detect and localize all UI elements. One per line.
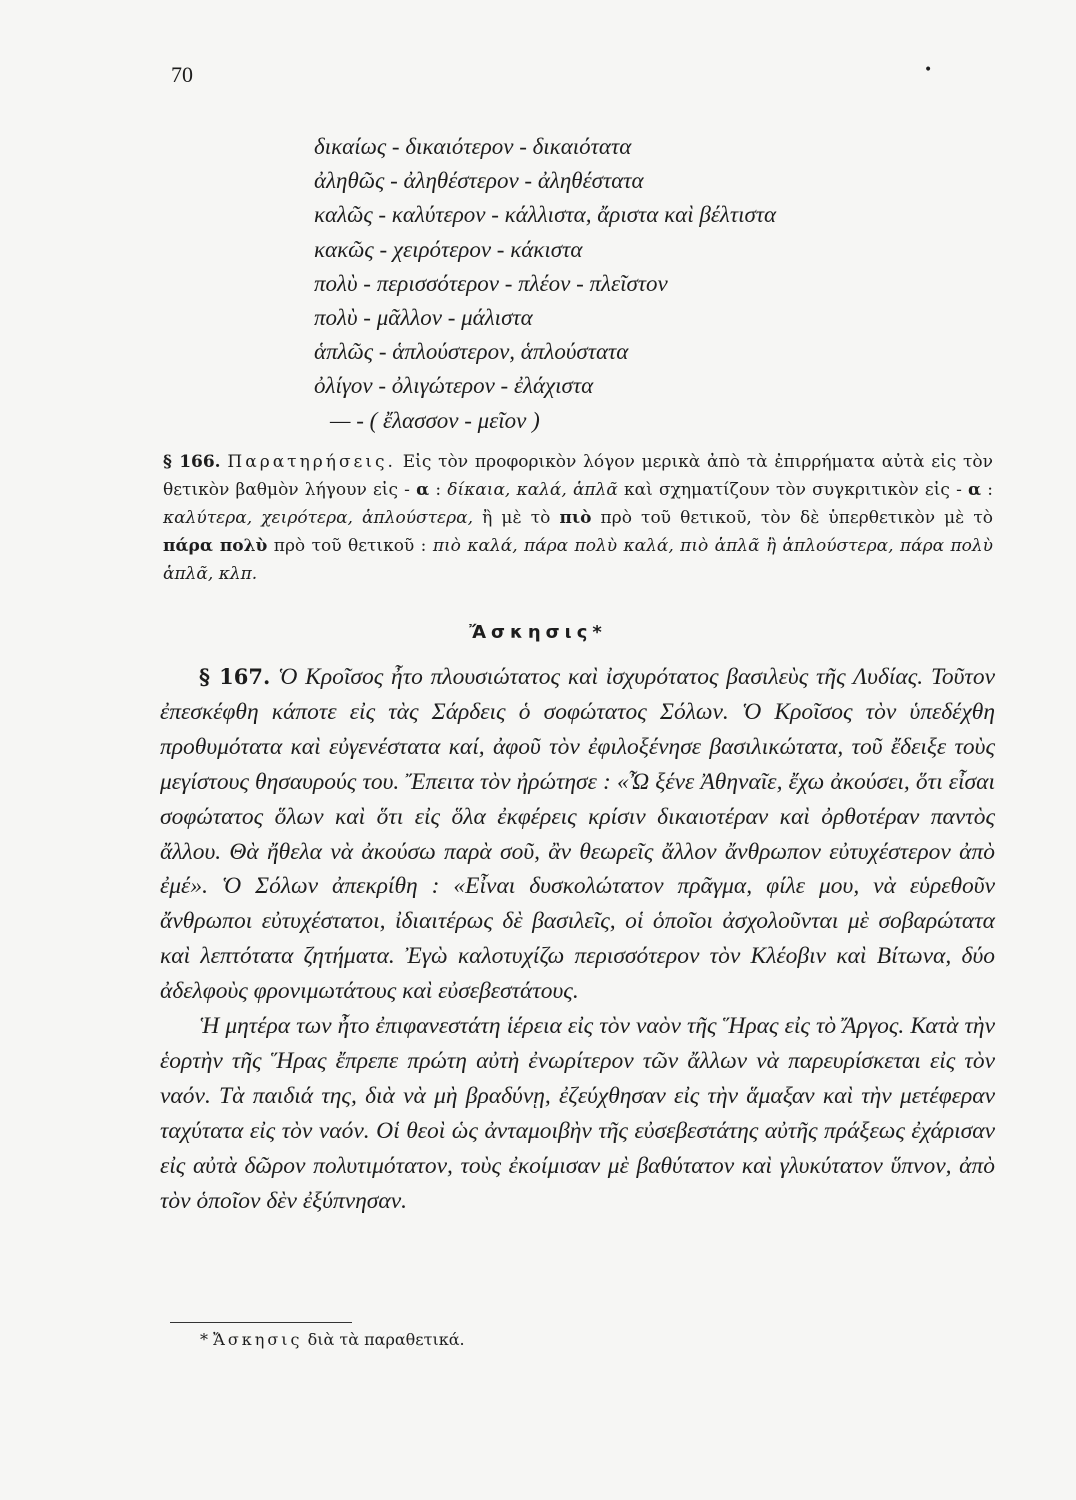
footnote-word: Ἄσκησις: [213, 1330, 303, 1349]
text-run: πρὸ τοῦ θετικοῦ :: [273, 536, 427, 556]
text-run: :: [987, 480, 993, 500]
adverb-form-line: ἀληθῶς - ἀληθέστερον - ἀληθέστατα: [314, 168, 644, 194]
section-number: § 167.: [198, 664, 271, 689]
corner-mark: •: [924, 62, 933, 78]
exercise-text: [160, 660, 995, 1219]
exercise-paragraph-2: Ἡ μητέρα των ἦτο ἐπιφανεστάτη ἱέρεια εἰς τὸν ναὸν τῆς Ἥρας εἰς τὸ Ἄργος. Κατὰ τὴν ἑορτὴν τῆς Ἥρας ἔπρεπε πρώτη αὐτὴ ἐνωρίτερον τῶν ἄλλων νὰ παρευρίσκεται εἰς τὸν ναόν. Τὰ παιδιά της, διὰ νὰ μὴ βραδύνῃ, ἐζεύχθησαν εἰς τὴν ἅμαξαν καὶ τὴν μετέφεραν ταχύτατα εἰς τὸν ναόν. Οἱ θεοὶ ὡς ἀνταμοιβὴν τῆς εὐσεβεστάτης αὐτῆς πράξεως ἐχάρισαν εἰς αὐτὰ δῶρον πολυτιμότατον, τοὺς ἐκοίμισαν μὲ βαθύτατον καὶ γλυκύτατον ὕπνον, ἀπὸ τὸν ὁποῖον δὲν ἐξύπνησαν.: [160, 1013, 995, 1214]
footnote-divider: [170, 1322, 352, 1323]
footnote-mark: *: [200, 1330, 208, 1349]
adverb-form-line: καλῶς - καλύτερον - κάλλιστα, ἄριστα καὶ βέλτιστα: [314, 202, 777, 228]
adverb-form-line: δικαίως - δικαιότερον - δικαιότατα: [314, 134, 632, 159]
adverb-form-line: ὀλίγον - ὀλιγώτερον - ἐλάχιστα: [314, 373, 594, 399]
bold-ending: α: [416, 480, 430, 500]
adverb-form-line: πολὺ - μᾶλλον - μάλιστα: [314, 305, 533, 331]
exercise-heading: Ἄσκησις*: [469, 622, 607, 643]
footnote-text: διὰ τὰ παραθετικά.: [307, 1330, 465, 1349]
section-heading: Παρατηρήσεις.: [227, 452, 396, 472]
bold-ending: α: [967, 480, 982, 500]
text-run: καὶ σχηματίζουν τὸν συγκριτικὸν εἰς -: [624, 480, 962, 500]
adverb-forms-list: [314, 130, 776, 438]
adverb-form-line: — - ( ἔλασσον - μεῖον ): [330, 407, 540, 433]
text-run: ἢ μὲ τὸ: [482, 508, 551, 528]
section-number: § 166.: [163, 452, 221, 472]
exercise-paragraph-1: Ὁ Κροῖσος ἦτο πλουσιώτατος καὶ ἰσχυρότατος βασιλεὺς τῆς Λυδίας. Τοῦτον ἐπεσκέφθη κάποτε εἰς τὰς Σάρδεις ὁ σοφώτατος Σόλων. Ὁ Κροῖσος τὸν ὑπεδέχθη προθυμότατα καὶ εὐγενέστατα καί, ἀφοῦ τὸν ἐφιλοξένησε βασιλικώτατα, τοῦ ἔδειξε τοὺς μεγίστους θησαυρούς του. Ἔπειτα τὸν ἠρώτησε : «Ὦ ξένε Ἀθηναῖε, ἔχω ἀκούσει, ὅτι εἶσαι σοφώτατος ὅλων καὶ ὅτι εἰς ὅλα ἐκφέρεις κρίσιν δικαιοτέραν καὶ ὀρθοτέραν παντὸς ἄλλου. Θὰ ἤθελα νὰ ἀκούσω παρὰ σοῦ, ἂν θεωρεῖς ἄλλον ἄνθρωπον εὐτυχέστερον ἀπὸ ἐμέ». Ὁ Σόλων ἀπεκρίθη : «Εἶναι δυσκολώτατον πρᾶγμα, φίλε μου, νὰ εὑρεθοῦν ἄνθρωποι εὐτυχέστατοι, ἰδιαιτέρως δὲ βασιλεῖς, οἱ ὁποῖοι ἀσχολοῦνται μὲ σοβαρώτατα καὶ λεπτότατα ζητήματα. Ἐγὼ καλοτυχίζω περισσότερον τὸν Κλέοβιν καὶ Βίτωνα, δύο ἀδελφοὺς φρονιμωτάτους καὶ εὐσεβεστάτους.: [160, 664, 996, 1005]
text-run: πρὸ τοῦ θετικοῦ, τὸν δὲ ὑπερθετικὸν μὲ τὸ: [600, 508, 994, 528]
page-number: 70: [171, 62, 193, 87]
text-run: :: [435, 480, 442, 500]
adverb-form-line: πολὺ - περισσότερον - πλέον - πλεῖστον: [314, 270, 668, 296]
example-words: καλύτερα, χειρότερα, ἁπλούστερα,: [163, 508, 474, 528]
example-words: δίκαια, καλά, ἁπλᾶ: [447, 480, 618, 500]
adverb-form-line: ἁπλῶς - ἁπλούστερον, ἁπλούστατα: [314, 339, 629, 365]
bold-word: πιὸ: [559, 508, 592, 528]
example-words: πιὸ καλά, πάρα πολὺ καλά, πιὸ ἁπλᾶ ἢ ἁπλούστερα, πάρα πολὺ ἁπλᾶ, κλπ.: [163, 536, 994, 584]
bold-word: πάρα πολὺ: [163, 536, 268, 556]
text-run: Εἰς τὸν προφορικὸν λόγον μερικὰ ἀπὸ τὰ ἐπιρρήματα αὐτὰ εἰς τὸν θετικὸν βαθμὸν λήγουν εἰς -: [163, 452, 993, 500]
section-166-paragraph: [163, 448, 993, 588]
adverb-form-line: κακῶς - χειρότερον - κάκιστα: [314, 236, 583, 262]
footnote: [200, 1330, 465, 1349]
